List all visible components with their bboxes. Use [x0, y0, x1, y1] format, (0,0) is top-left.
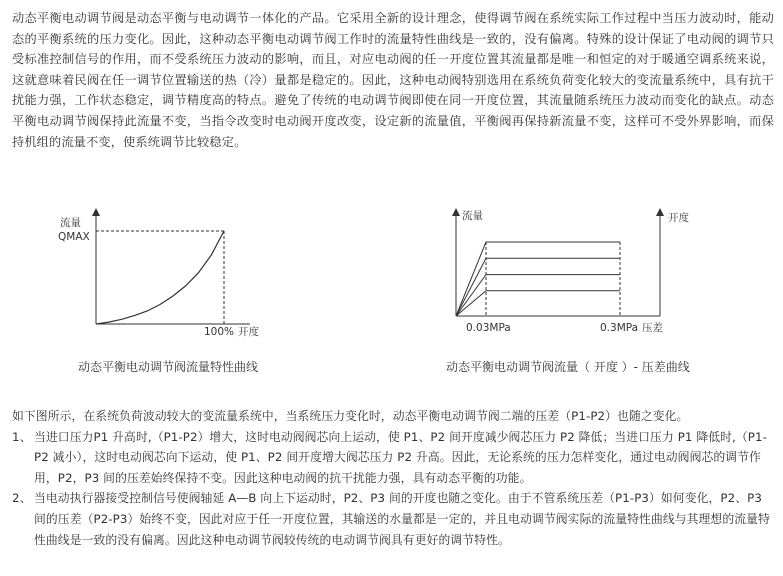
intro-paragraph: 动态平衡电动调节阀是动态平衡与电动调节一体化的产品。它采用全新的设计理念，使得调节阀在系统实际工作过程中当压力波动时，能动态的平衡系统的压力变化。因此，这种动态平衡电动调节阀工作时的流量特性曲线是一致的，没有偏离。特殊的设计保证了电动阀的调节只受标准控制信号的作用，而不受系统压力波动的影响，而且，对应电动阀的任一开度位置其流量都是唯一和恒定的对于暖通空调系统来说，这就意味着民阀在任一调节位置输送的热（冷）量都是稳定的。因此，这种电动阀特别选用在系统负荷变化较大的变流量系统中，具有抗干扰能力强，工作状态稳定，调节精度高的特点。避免了传统的电动调节阀即使在同一开度位置，其流量随系统压力波动而变化的缺点。动态平衡电动调节阀保持此流量不变，当指令改变时电动阀开度改变，设定新的流量值，平衡阀再保持新流量不变，这样可不受外界影响，而保持机组的流量不变，使系统调节比较稳定。 — [12, 11, 774, 149]
right-chart-caption: 动态平衡电动调节阀流量（ 开度 ）- 压差曲线 — [446, 360, 690, 374]
item-text: 当进口压力P1 升高时,（P1-P2）增大，这时电动阀阀芯向上运动，使 P1、P2 间开度减少阀芯压力 P2 降低；当进口压力 P1 降低时,（P1-P2 减小），这时电动阀芯向下运动，使 P1、P2 间开度增大阀芯压力 P2 升高。因此，无论系统的压力怎样变化，通过电动阀阀芯的调节作用，P2，P3 间的压差始终保持不变。因此这种电动阀的抗干扰能力强，具有动态平衡的功能。 — [34, 429, 767, 485]
left-chart-caption: 动态平衡电动调节阀流量特性曲线 — [78, 360, 259, 374]
explanation-section — [12, 406, 772, 550]
flow-curve — [96, 231, 224, 324]
flow-characteristic-svg — [50, 208, 280, 348]
x-axis-label: 开度 — [238, 326, 259, 338]
explanation-item-1 — [12, 427, 772, 489]
x-tick-0_3: 0.3MPa — [600, 322, 639, 334]
flow-pressure-svg — [440, 208, 700, 348]
explanation-lead: 如下图所示，在系统负荷波动较大的变流量系统中，当系统压力变化时，动态平衡电动调节阀二端的压差（P1-P2）也随之变化。 — [12, 409, 689, 423]
x-axis-label: 压差 — [642, 322, 663, 334]
y-axis-label: 流量 — [60, 217, 81, 229]
flow-pressure-chart — [440, 208, 700, 348]
item-number: 2、 — [12, 491, 32, 506]
x-max-tick-label: 100% — [204, 326, 235, 338]
series-line-4 — [456, 291, 620, 316]
flow-characteristic-chart — [50, 208, 280, 348]
item-text: 当电动执行器接受控制信号使阀轴延 A—B 向上下运动时，P2、P3 间的开度也随之变化。由于不管系统压差（P1-P3）如何变化，P2、P3 间的压差（P2-P3）始终不变，因此对应于任一开度位置，其输送的水量都是一定的，并且电动调节阀实际的流量特性曲线与其理想的流量特性曲线是一致的没有偏离。因此这种电动调节阀较传统的电动调节阀具有更好的调节特性。 — [34, 491, 770, 547]
opening-axis-label: 开度 — [668, 212, 689, 224]
series-line-2 — [456, 258, 620, 316]
series-line-1 — [456, 242, 620, 316]
series-group — [456, 242, 620, 316]
qmax-label: QMAX — [58, 231, 90, 243]
x-tick-0_03: 0.03MPa — [466, 322, 511, 334]
item-number: 1、 — [12, 429, 32, 444]
explanation-item-2 — [12, 488, 772, 550]
y-axis-label: 流量 — [462, 210, 483, 222]
